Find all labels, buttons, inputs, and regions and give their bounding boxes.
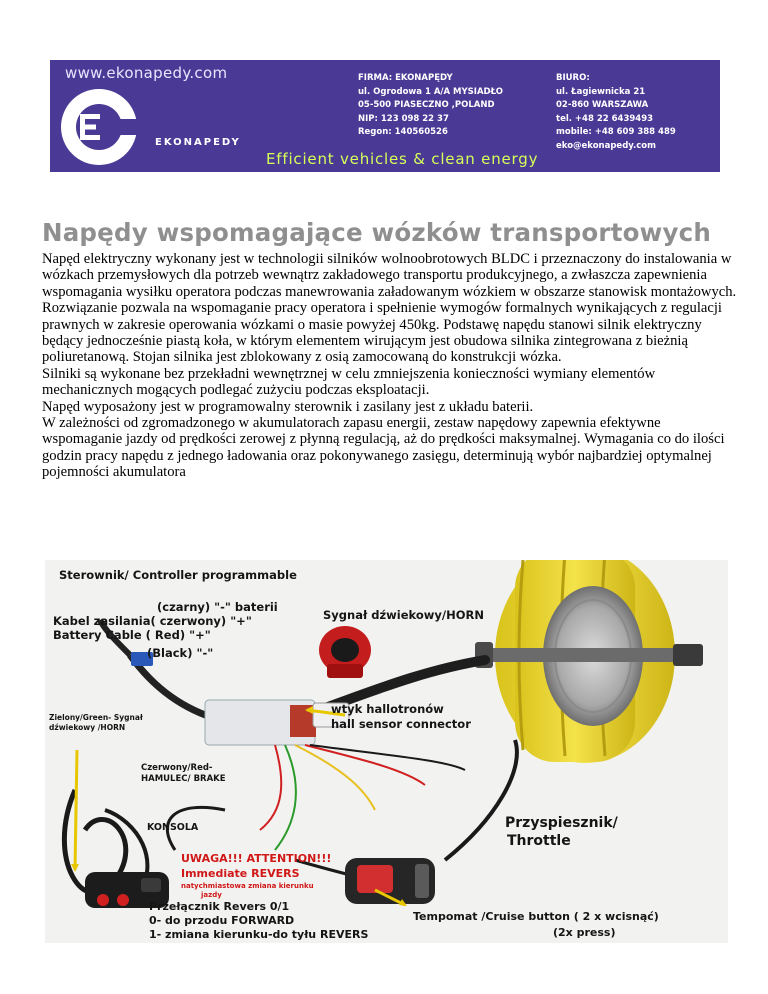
ekonapedy-logo bbox=[58, 86, 140, 168]
green-horn-label-2: dźwiekowy /HORN bbox=[49, 723, 126, 732]
paragraph: Silniki są wykonane bez przekładni wewnętrznej w celu zmniejszenia konieczności wymiany elementów mechanicznych mogących podlegać zużyciu podczas eksploatacji. bbox=[42, 365, 656, 399]
company-line: Regon: 140560526 bbox=[358, 127, 448, 137]
website-url: www.ekonapedy.com bbox=[65, 64, 228, 82]
office-line: 02-860 WARSZAWA bbox=[556, 100, 649, 110]
office-email: eko@ekonapedy.com bbox=[556, 140, 657, 151]
revers-switch-label: Przełącznik Revers 0/1 bbox=[149, 900, 290, 913]
green-horn-label-1: Zielony/Green- Sygnał bbox=[49, 713, 143, 722]
forward-label: 0- do przodu FORWARD bbox=[149, 914, 295, 927]
office-address bbox=[556, 72, 676, 153]
paragraph: W zależności od zgromadzonego w akumulatorach zapasu energii, zestaw napędowy zapewnia efektywne wspomaganie jazdy od prędkości zerowej z płynną regulacją, aż do prędkości maksymalnej. Wymagania co do ilości godzin pracy napędu z jednego ładowania oraz pokonywanego zasięgu, determinują wybór najbardziej optymalnej pojemności akumulatora bbox=[42, 415, 725, 481]
company-line: ul. Ogrodowa 1 A/A MYSIADŁO bbox=[358, 86, 503, 97]
throttle-label-1: Przyspiesznik/ bbox=[505, 815, 618, 831]
paragraph: Napęd elektryczny wykonany jest w technologii silników wolnoobrotowych BLDC i przeznaczony do instalowania w wózkach przemysłowych dla potrzeb wewnątrz zakładowego transportu produkcyjnego, a zwłaszcza zapewnienia wspomagania wysiłku operatora podczas manewrowania załadowanym wózkiem w obszarze stanowisk montażowych. Rozwiązanie pozwala na wspomaganie pracy operatora i spełnienie wymogów formalnych wynikających z regulacji prawnych w zakresie operowania wózkami o masie powyżej 450kg. Podstawę napędu stanowi silnik elektryczny będący jednocześnie piastą koła, w którym elementem wirującym jest obudowa silnika zintegrowana z bieżnią poliuretanową. Stojan silnika jest zblokowany z osią zamocowaną do konstrukcji wózka. bbox=[42, 251, 737, 366]
product-photo bbox=[45, 560, 728, 943]
press-label: (2x press) bbox=[553, 926, 616, 939]
brake-label-1: Czerwony/Red- bbox=[141, 763, 213, 773]
throttle-label-2: Throttle bbox=[507, 833, 571, 849]
paragraph: Napęd wyposażony jest w programowalny sterownik i zasilany jest z układu baterii. bbox=[42, 398, 534, 415]
body-text bbox=[42, 251, 742, 481]
brake-label-2: HAMULEC/ BRAKE bbox=[141, 774, 226, 784]
console-label: KONSOLA bbox=[147, 822, 199, 833]
hall-label-pl: wtyk hallotronów bbox=[331, 702, 444, 716]
tagline: Efficient vehicles & clean energy bbox=[266, 150, 539, 168]
company-line: NIP: 123 098 22 37 bbox=[358, 113, 449, 124]
black-minus-label: (czarny) "-" baterii bbox=[157, 600, 278, 614]
company-address bbox=[358, 72, 503, 140]
page-title: Napędy wspomagające wózków transportowych bbox=[42, 218, 712, 247]
immediate-revers-label: Immediate REVERS bbox=[181, 867, 300, 880]
header-banner bbox=[50, 60, 720, 172]
logo-wordmark: EKONAPEDY bbox=[155, 137, 241, 148]
hall-label-en: hall sensor connector bbox=[331, 717, 471, 731]
black-label: (Black) "-" bbox=[147, 646, 214, 660]
controller-label: Sterownik/ Controller programmable bbox=[59, 568, 297, 582]
cruise-label: Tempomat /Cruise button ( 2 x wcisnąć) bbox=[413, 910, 659, 923]
office-line: mobile: +48 609 388 489 bbox=[556, 127, 676, 137]
cable-red-label: Kabel zasilania( czerwony) "+" bbox=[53, 614, 252, 628]
office-line: tel. +48 22 6439493 bbox=[556, 113, 654, 124]
company-line: 05-500 PIASECZNO ,POLAND bbox=[358, 100, 495, 110]
battery-red-label: Battery Cable ( Red) "+" bbox=[53, 628, 211, 642]
office-line: BIURO: bbox=[556, 73, 590, 83]
warning-label: UWAGA!!! ATTENTION!!! bbox=[181, 852, 332, 865]
jazdy-label: jazdy bbox=[201, 891, 222, 899]
reverse-label: 1- zmiana kierunku-do tyłu REVERS bbox=[149, 928, 369, 941]
company-line: FIRMA: EKONAPĘDY bbox=[358, 73, 453, 83]
immediate-pl-label: natychmiastowa zmiana kierunku bbox=[181, 882, 314, 890]
office-line: ul. Łagiewnicka 21 bbox=[556, 86, 646, 97]
horn-label: Sygnał dźwiekowy/HORN bbox=[323, 608, 484, 622]
